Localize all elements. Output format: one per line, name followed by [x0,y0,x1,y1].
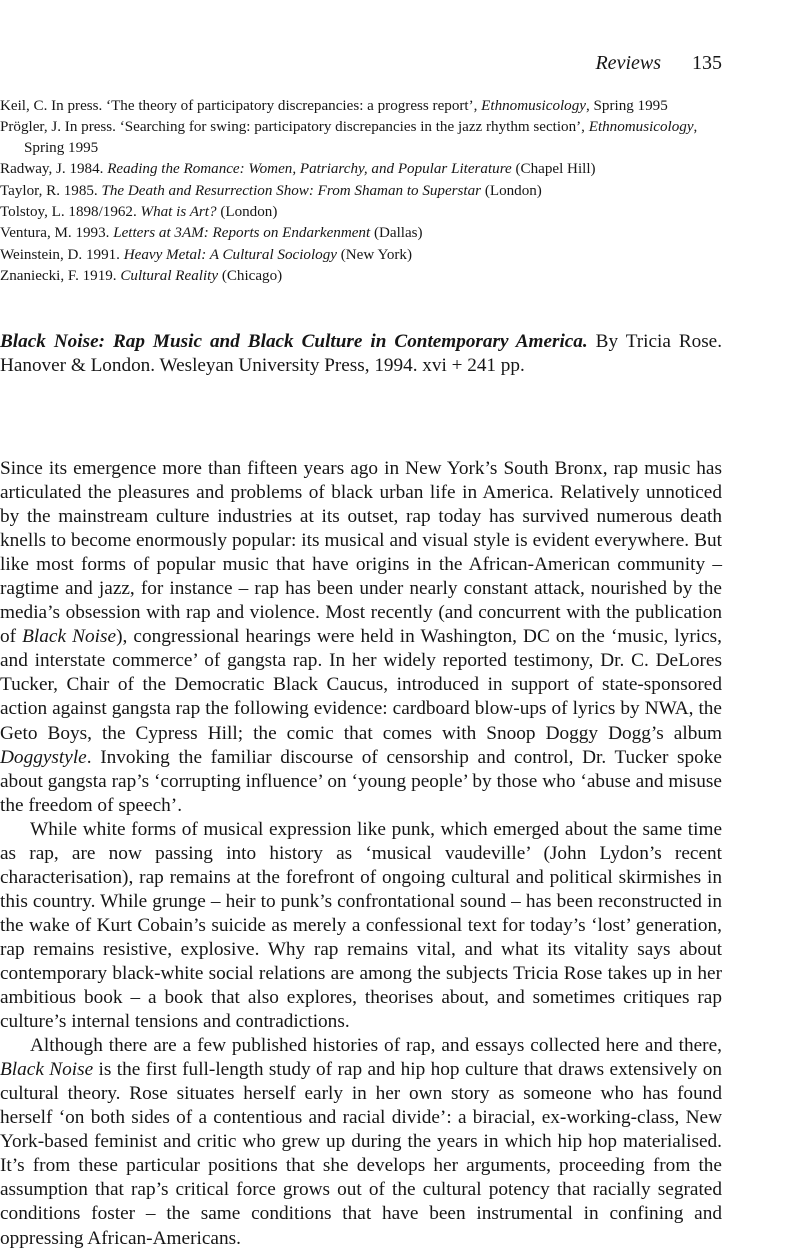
reference-title: Ethnomusicology [588,119,694,136]
reference-text: Weinstein, D. 1991. [0,246,124,263]
reference-text: (London) [481,182,542,199]
review-body [0,457,722,1251]
reference-text: (Dallas) [370,225,423,242]
page-number: 135 [692,52,722,74]
paragraph-text: Since its emergence more than fifteen years ago in New York’s South Bronx, rap music has articulated the pleasures and problems of black urban life in America. Relatively unnoticed by the mainstream culture industries at its outset, rap today has survived numerous death knells to become enormously popular: its musical and visual style is evident everywhere. But like most forms of popular music that have origins in the African-American community – ragtime and jazz, for instance – rap has been under nearly constant attack, nourished by the media’s obsession with rap and violence. Most recently (and concurrent with the publication of [0,458,722,648]
reference-entry [0,223,725,244]
reference-text: Radway, J. 1984. [0,161,108,178]
reference-title: Reading the Romance: Women, Patriarchy, and Popular Literature [107,161,512,178]
reference-title: What is Art? [140,203,217,220]
reference-title: The Death and Resurrection Show: From Shaman to Superstar [101,182,482,199]
review-heading [0,330,722,378]
book-title: Black Noise: Rap Music and Black Culture in Contemporary America. [0,331,588,352]
running-header [595,52,722,75]
reference-list [0,96,725,287]
reference-title: Letters at 3AM: Reports on Endarkenment [113,225,371,242]
reference-text: Prögler, J. In press. ‘Searching for swing: participatory discrepancies in the jazz rhythm section’, [0,119,589,136]
reference-entry [0,96,725,117]
italic-title: Doggystyle [0,746,87,768]
reference-entry [0,181,725,202]
section-title: Reviews [595,52,661,74]
reference-text: Keil, C. In press. ‘The theory of participatory discrepancies: a progress report’, [0,98,482,114]
reference-entry [0,202,725,223]
reference-text: (London) [216,203,278,220]
reference-title: Cultural Reality [120,267,219,284]
reference-text: (Chicago) [218,267,283,284]
paragraph [0,457,722,818]
reference-text: (New York) [336,246,413,263]
reference-entry [0,245,725,266]
reference-entry [0,266,725,287]
reference-title: Ethnomusicology [481,98,586,114]
reference-text: Taylor, R. 1985. [0,182,102,199]
reference-text: (Chapel Hill) [511,161,596,178]
book-details: By Tricia Rose. Hanover & London. Wesleyan University Press, 1994. xvi + 241 pp. [0,331,722,376]
reference-text: , Spring 1995 [585,98,668,114]
paragraph-text: . Invoking the familiar discourse of censorship and control, Dr. Tucker spoke about gangsta rap’s ‘corrupting influence’ on ‘young people’ by those who ‘abuse and misuse the freedom of speech’. [0,746,722,816]
reference-title: Heavy Metal: A Cultural Sociology [123,246,337,263]
reference-entry [0,117,725,159]
reference-text: Znaniecki, F. 1919. [0,267,121,284]
italic-title: Black Noise [0,1059,94,1081]
paragraph-text: ), congressional hearings were held in Washington, DC on the ‘music, lyrics, and interstate commerce’ of gangsta rap. In her widely reported testimony, Dr. C. DeLores Tucker, Chair of the Democratic Black Caucus, introduced in support of state-sponsored action against gangsta rap the following evidence: cardboard blow-ups of lyrics by NWA, the Geto Boys, the Cypress Hill; the comic that comes with Snoop Doggy Dogg’s album [0,626,722,744]
italic-title: Black Noise [22,626,117,648]
paragraph [0,1034,722,1250]
reference-text: , Spring 1995 [24,119,698,157]
paragraph: While white forms of musical expression like punk, which emerged about the same time as rap, are now passing into history as ‘musical vaudeville’ (John Lydon’s recent characterisation), rap remains at the forefront of ongoing cultural and political skirmishes in this country. While grunge – heir to punk’s confrontational sound – has been reconstructed in the wake of Kurt Cobain’s suicide as merely a confessional text for today’s ‘lost’ generation, rap remains resistive, explosive. Why rap remains vital, and what its vitality says about contemporary black-white social relations are among the subjects Tricia Rose takes up in her ambitious book – a book that also explores, theorises about, and sometimes critiques rap culture’s internal tensions and contradictions. [0,818,722,1033]
reference-text: Tolstoy, L. 1898/1962. [0,203,141,220]
reference-text: Ventura, M. 1993. [0,225,114,242]
paragraph-text: is the first full-length study of rap and hip hop culture that draws extensively on cultural theory. Rose situates herself early in her own story as someone who has found herself ‘on both sides of a contentious and racial divide’: a biracial, ex-working-class, New York-based feminist and critic who grew up during the years in which hip hop materialised. It’s from these particular positions that she develops her arguments, proceeding from the assumption that rap’s critical force grows out of the cultural potency that racially segrated conditions foster – the same conditions that have been instrumental in confining and oppressing African-Americans. [0,1059,722,1249]
reference-entry [0,159,725,180]
paragraph-text: Although there are a few published histories of rap, and essays collected here and there, [30,1035,722,1057]
